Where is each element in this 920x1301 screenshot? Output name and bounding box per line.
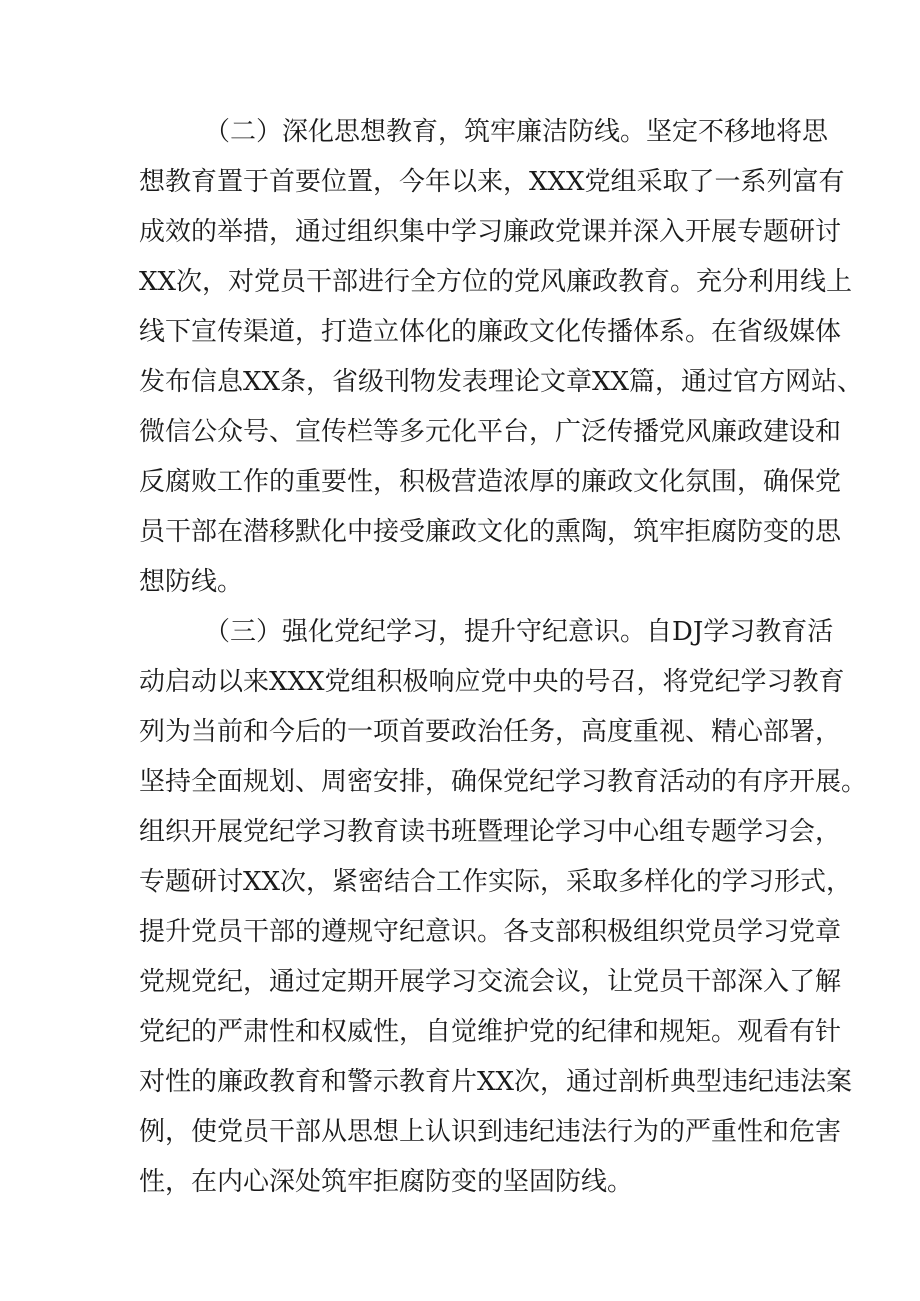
- text-line: 提升党员干部的遵规守纪意识。各支部积极组织党员学习党章: [139, 917, 842, 947]
- text-line: 党纪的严肃性和权威性，自觉维护党的纪律和规矩。观看有针: [139, 1017, 842, 1047]
- text-line: 列为当前和今后的一项首要政治任务，高度重视、精心部署，: [139, 717, 842, 747]
- text-line: 党规党纪，通过定期开展学习交流会议，让党员干部深入了解: [139, 967, 842, 997]
- text-line: 想教育置于首要位置，今年以来，XXX党组采取了一系列富有: [139, 167, 845, 197]
- text-line: 反腐败工作的重要性，积极营造浓厚的廉政文化氛围，确保党: [139, 467, 842, 497]
- text-line: 成效的举措，通过组织集中学习廉政党课并深入开展专题研讨: [139, 217, 842, 247]
- text-line: 坚持全面规划、周密安排，确保党纪学习教育活动的有序开展。: [139, 767, 868, 797]
- text-line: 动启动以来XXX党组积极响应党中央的号召，将党纪学习教育: [139, 667, 845, 697]
- paragraph-strengthen-discipline-study: [139, 607, 868, 1207]
- text-line: 例，使党员干部从思想上认识到违纪违法行为的严重性和危害: [139, 1117, 842, 1147]
- text-line: XX次，对党员干部进行全方位的党风廉政教育。充分利用线上: [139, 267, 853, 297]
- text-line: 想防线。: [139, 567, 244, 597]
- text-line: （三）强化党纪学习，提升守纪意识。自DJ学习教育活: [204, 617, 834, 647]
- text-line: 对性的廉政教育和警示教育片XX次，通过剖析典型违纪违法案: [139, 1067, 853, 1097]
- text-line: 性，在内心深处筑牢拒腐防变的坚固防线。: [139, 1167, 634, 1197]
- text-line: （二）深化思想教育，筑牢廉洁防线。坚定不移地将思: [204, 117, 829, 147]
- text-line: 微信公众号、宣传栏等多元化平台，广泛传播党风廉政建设和: [139, 417, 842, 447]
- text-line: 组织开展党纪学习教育读书班暨理论学习中心组专题学习会，: [139, 817, 842, 847]
- text-line: 专题研讨XX次，紧密结合工作实际，采取多样化的学习形式，: [139, 867, 853, 897]
- text-line: 发布信息XX条，省级刊物发表理论文章XX篇，通过官方网站、: [139, 367, 864, 397]
- paragraph-deepen-ideological-education: [139, 107, 864, 607]
- text-line: 员干部在潜移默化中接受廉政文化的熏陶，筑牢拒腐防变的思: [139, 517, 842, 547]
- text-line: 线下宣传渠道，打造立体化的廉政文化传播体系。在省级媒体: [139, 317, 842, 347]
- document-body: [139, 107, 868, 1207]
